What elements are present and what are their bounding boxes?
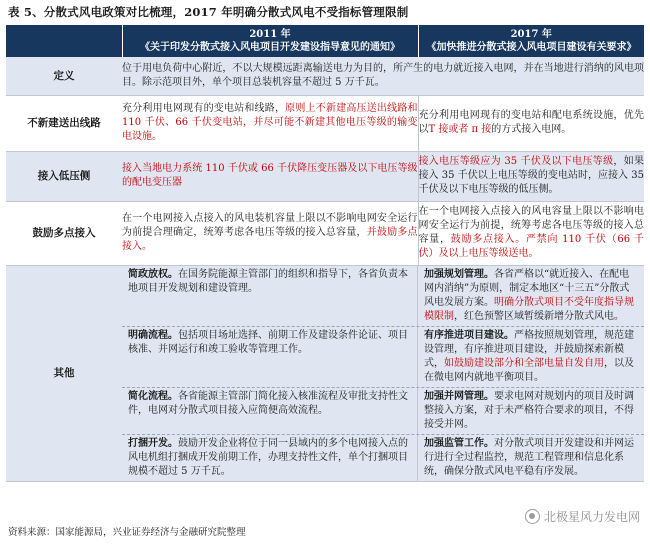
header-2017-year: 2017 年: [510, 29, 552, 40]
header-2011: [122, 25, 418, 57]
other-item-4-2011-text: 鼓励开发企业将位于同一县域内的多个电网接入点的风电机组打捆成开发前期工作，办理支持性文件，单个打捆项目规模不超过 5 万千瓦。: [128, 437, 408, 477]
other-item-3-2011-text: 各省能源主管部门简化接入核准流程及审批支持性文件，电网对分散式项目接入应简便高效流程。: [128, 390, 408, 416]
other-item-2-2011-head: 明确流程。: [128, 329, 178, 341]
table-title: 表 5、分散式风电政策对比梳理，2017 年明确分散式风电不受指标管理限制: [8, 5, 409, 19]
other-item-1-2017-head: 加强规划管理。: [424, 268, 494, 280]
other-item-3-2011: [122, 388, 418, 434]
definition-text: 位于用电负荷中心附近，不以大规模远距离输送电力为目的，所产生的电力就近接入电网，并在当地进行消纳的风电项目。除示范项目外，单个项目总装机容量不超过 5 万千瓦。: [122, 57, 644, 95]
watermark-text: 北极星风力发电网: [543, 510, 640, 524]
other-item-1-2011: [122, 266, 418, 326]
no-new-line-2017-text-b: 的方式接入电网。: [491, 124, 572, 135]
other-item-2-2017-text: 严格按照规划管理，规范建设管理，有序推进项目建设，并鼓励探索新模式，: [424, 329, 634, 369]
other-item: [122, 327, 644, 388]
no-new-line-2017-text: 充分利用电网现有的变电站和配电系统设施，优先以: [418, 110, 644, 135]
header-2011-year: 2011 年: [249, 29, 291, 40]
low-voltage-2017-text: ，如果接入 35 千伏以上电压等级的变电站时，应接入 35 千伏及以下电压等级的低压侧。: [418, 156, 645, 195]
no-new-line-2017-highlight: T 接或者 π 接: [428, 124, 492, 135]
other-item-1-2017: [418, 266, 644, 326]
other-item-2-2017-head: 有序推进项目建设。: [424, 329, 514, 341]
header-blank: [6, 25, 122, 57]
low-voltage-2011: [122, 151, 418, 201]
no-new-line-2017: [418, 95, 644, 151]
no-new-line-2011: [122, 95, 418, 151]
other-item: [122, 266, 644, 327]
low-voltage-2017-highlight: 接入电压等级应为 35 千伏及以下电压等级: [418, 156, 614, 167]
other-item-3-2011-head: 简化流程。: [128, 390, 178, 402]
header-2017: [418, 25, 644, 57]
header-2011-doc: 《关于印发分散式接入风电项目开发建设指导意见的通知》: [140, 42, 400, 53]
other-item-2-2017-text-b: ，以及在微电网内就地平衡项目。: [424, 357, 634, 383]
table-row-definition: [6, 57, 644, 95]
low-voltage-2011-highlight: 接入当地电力系统 110 千伏或 66 千伏降压变压器及以下电压等级的配电变压器: [122, 163, 418, 188]
row-label-other: 其他: [6, 265, 122, 481]
other-item-4-2011-head: 打捆开发。: [128, 437, 178, 449]
row-label-low-voltage: 接入低压侧: [6, 151, 122, 201]
multi-point-2011-highlight: 并鼓励多点接入。: [122, 227, 418, 252]
multi-point-2011-text: 在一个电网接入点接入的风电装机容量上限以不影响电网安全运行为前提合理确定，统筹考虑各电压等级的接入总容量，: [122, 213, 418, 238]
row-label-no-new-line: 不新建送出线路: [6, 95, 122, 151]
other-item-1-2017-text: 各省严格以“就近接入、在配电网内消纳”为原则，制定本地区“十三五”分散式风电发展方案。: [424, 268, 630, 308]
other-item-2-2011-text: 包括项目场址选择、前期工作及建设条件论证、项目核准、并网运行和竣工验收等管理工作。: [128, 329, 408, 355]
row-label-multi-point: 鼓励多点接入: [6, 201, 122, 265]
source-note: 资料来源：国家能源局，兴业证券经济与金融研究院整理: [8, 527, 246, 538]
table-row-low-voltage: [6, 151, 644, 201]
other-item-4-2017-text: 对分散式项目开发建设和并网运行进行全过程监控，规范工程管理和信息化系统，确保分散式风电平稳有序发展。: [424, 437, 634, 477]
other-item-1-2011-head: 简政放权。: [128, 268, 178, 280]
watermark: [525, 508, 640, 525]
other-item-3-2017-text: 要求电网对规划内的项目及时调整接入方案，对于未严格符合要求的项目，不得接受并网。: [424, 390, 634, 430]
other-item-2-2017: [418, 327, 644, 387]
multi-point-2017-highlight-1: 鼓励多点接入。: [450, 234, 526, 245]
other-item-1-2011-text: 在国务院能源主管部门的组织和指导下，各省负责本地项目开发规划和建设管理。: [128, 268, 408, 294]
other-item-4-2011: [122, 435, 418, 481]
wechat-icon: [525, 509, 540, 524]
other-item: [122, 435, 644, 481]
header-2017-doc: 《加快推进分散式接入风电项目建设有关要求》: [426, 42, 637, 53]
multi-point-2011: [122, 201, 418, 265]
table-row-multi-point: [6, 201, 644, 265]
other-content: [122, 265, 644, 481]
row-label-definition: 定义: [6, 57, 122, 95]
other-item-1-2017-highlight: 明确分散式项目不受年度指导规模限制: [424, 296, 634, 322]
other-item-2-2017-highlight: 如鼓励建设部分和全部电量自发自用: [444, 357, 604, 369]
other-item-4-2017: [418, 435, 644, 481]
no-new-line-2011-text: 充分利用电网现有的变电站和线路，: [122, 103, 286, 114]
no-new-line-2011-highlight: 原则上不新建高压送出线路和 110 千伏、66 千伏变电站，并尽可能不新建其他电压等级的输变电设施。: [122, 103, 418, 142]
table-row-no-new-line: [6, 95, 644, 151]
table-row-other: [6, 265, 644, 481]
header-row: [6, 25, 644, 57]
other-item-1-2017-text-b: ，红色预警区域暂缓新增分散式风电。: [454, 310, 624, 322]
low-voltage-2017: [418, 151, 644, 201]
other-item: [122, 388, 644, 435]
policy-comparison-table: [6, 25, 644, 482]
multi-point-2017-highlight-2: 严禁向 110 千伏（66 千伏）及以上电压等级送电。: [418, 234, 644, 259]
multi-point-2017: [418, 201, 644, 265]
other-item-2-2011: [122, 327, 418, 387]
other-item-3-2017: [418, 388, 644, 434]
other-item-3-2017-head: 加强并网管理。: [424, 390, 494, 402]
multi-point-2017-text: 在一个电网接入点接入的风电容量上限以不影响电网安全运行为前提，统筹考虑各电压等级的接入总容量，: [418, 206, 644, 245]
other-item-4-2017-head: 加强监管工作。: [424, 437, 494, 449]
